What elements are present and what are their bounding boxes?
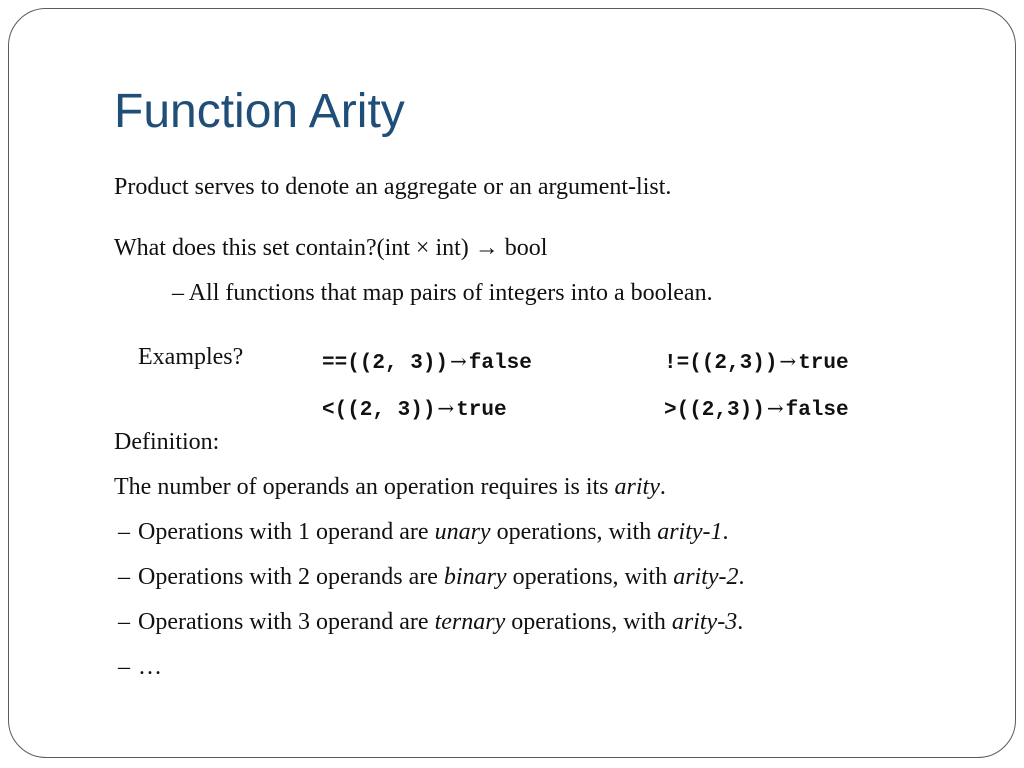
- intro-line: Product serves to denote an aggregate or an argument-list.: [114, 174, 672, 200]
- example-equal: [322, 347, 532, 378]
- example-less-than: [322, 394, 507, 425]
- bullet-dash: –: [118, 564, 130, 590]
- example-result: false: [468, 352, 532, 375]
- example-greater-than: [664, 394, 849, 425]
- bullet-dash: –: [118, 609, 130, 635]
- arity-term: arity: [614, 474, 660, 500]
- definition-text: The number of operands an operation requires is its: [114, 474, 615, 500]
- answer-line: [172, 278, 713, 308]
- arrow-icon: →: [437, 396, 455, 420]
- bullet-dash: –: [118, 654, 130, 680]
- example-expr: !=((2,3)): [664, 352, 778, 375]
- bullet-ternary: [118, 607, 743, 637]
- bullet-arity: arity-2: [673, 564, 739, 590]
- bullet-period: .: [738, 564, 745, 590]
- bullet-kind: unary: [434, 519, 491, 545]
- bullet-binary: [118, 562, 745, 592]
- example-result: true: [798, 352, 849, 375]
- example-expr: <((2, 3)): [322, 399, 436, 422]
- bullet-arity: arity-1: [657, 519, 723, 545]
- type-expression: (int × int) → bool: [376, 235, 548, 261]
- bullet-ellipsis: [118, 652, 162, 682]
- arrow-icon: →: [450, 349, 467, 373]
- bullet-text: Operations with 1 operand are: [138, 519, 435, 545]
- example-expr: ==((2, 3)): [322, 352, 449, 375]
- bullet-kind: binary: [443, 564, 507, 590]
- bullet-text: operations, with: [505, 609, 672, 635]
- example-result: false: [785, 399, 849, 422]
- example-not-equal: [664, 347, 849, 378]
- bullet-unary: [118, 517, 729, 547]
- bullet-dash: –: [118, 519, 130, 545]
- answer-text: All functions that map pairs of integers into a boolean.: [188, 280, 713, 306]
- definition-sentence: [114, 472, 666, 502]
- question-text: What does this set contain?: [114, 235, 377, 261]
- bullet-text: operations, with: [490, 519, 658, 545]
- bullet-text: …: [138, 654, 162, 680]
- definition-period: .: [659, 474, 666, 500]
- example-result: true: [456, 399, 507, 422]
- bullet-text: Operations with 2 operands are: [138, 564, 444, 590]
- example-expr: >((2,3)): [664, 399, 765, 422]
- bullet-period: .: [737, 609, 744, 635]
- bullet-text: operations, with: [506, 564, 674, 590]
- slide-title: Function Arity: [114, 85, 405, 138]
- bullet-arity: arity-3: [671, 609, 738, 635]
- definition-label: Definition:: [114, 429, 220, 455]
- answer-dash: –: [172, 280, 184, 306]
- arrow-icon: →: [779, 349, 797, 373]
- bullet-kind: ternary: [434, 609, 506, 635]
- question-line: [114, 233, 547, 263]
- bullet-text: Operations with 3 operand are: [138, 609, 435, 635]
- arrow-icon: →: [766, 396, 784, 420]
- examples-label: Examples?: [138, 344, 244, 370]
- bullet-period: .: [722, 519, 729, 545]
